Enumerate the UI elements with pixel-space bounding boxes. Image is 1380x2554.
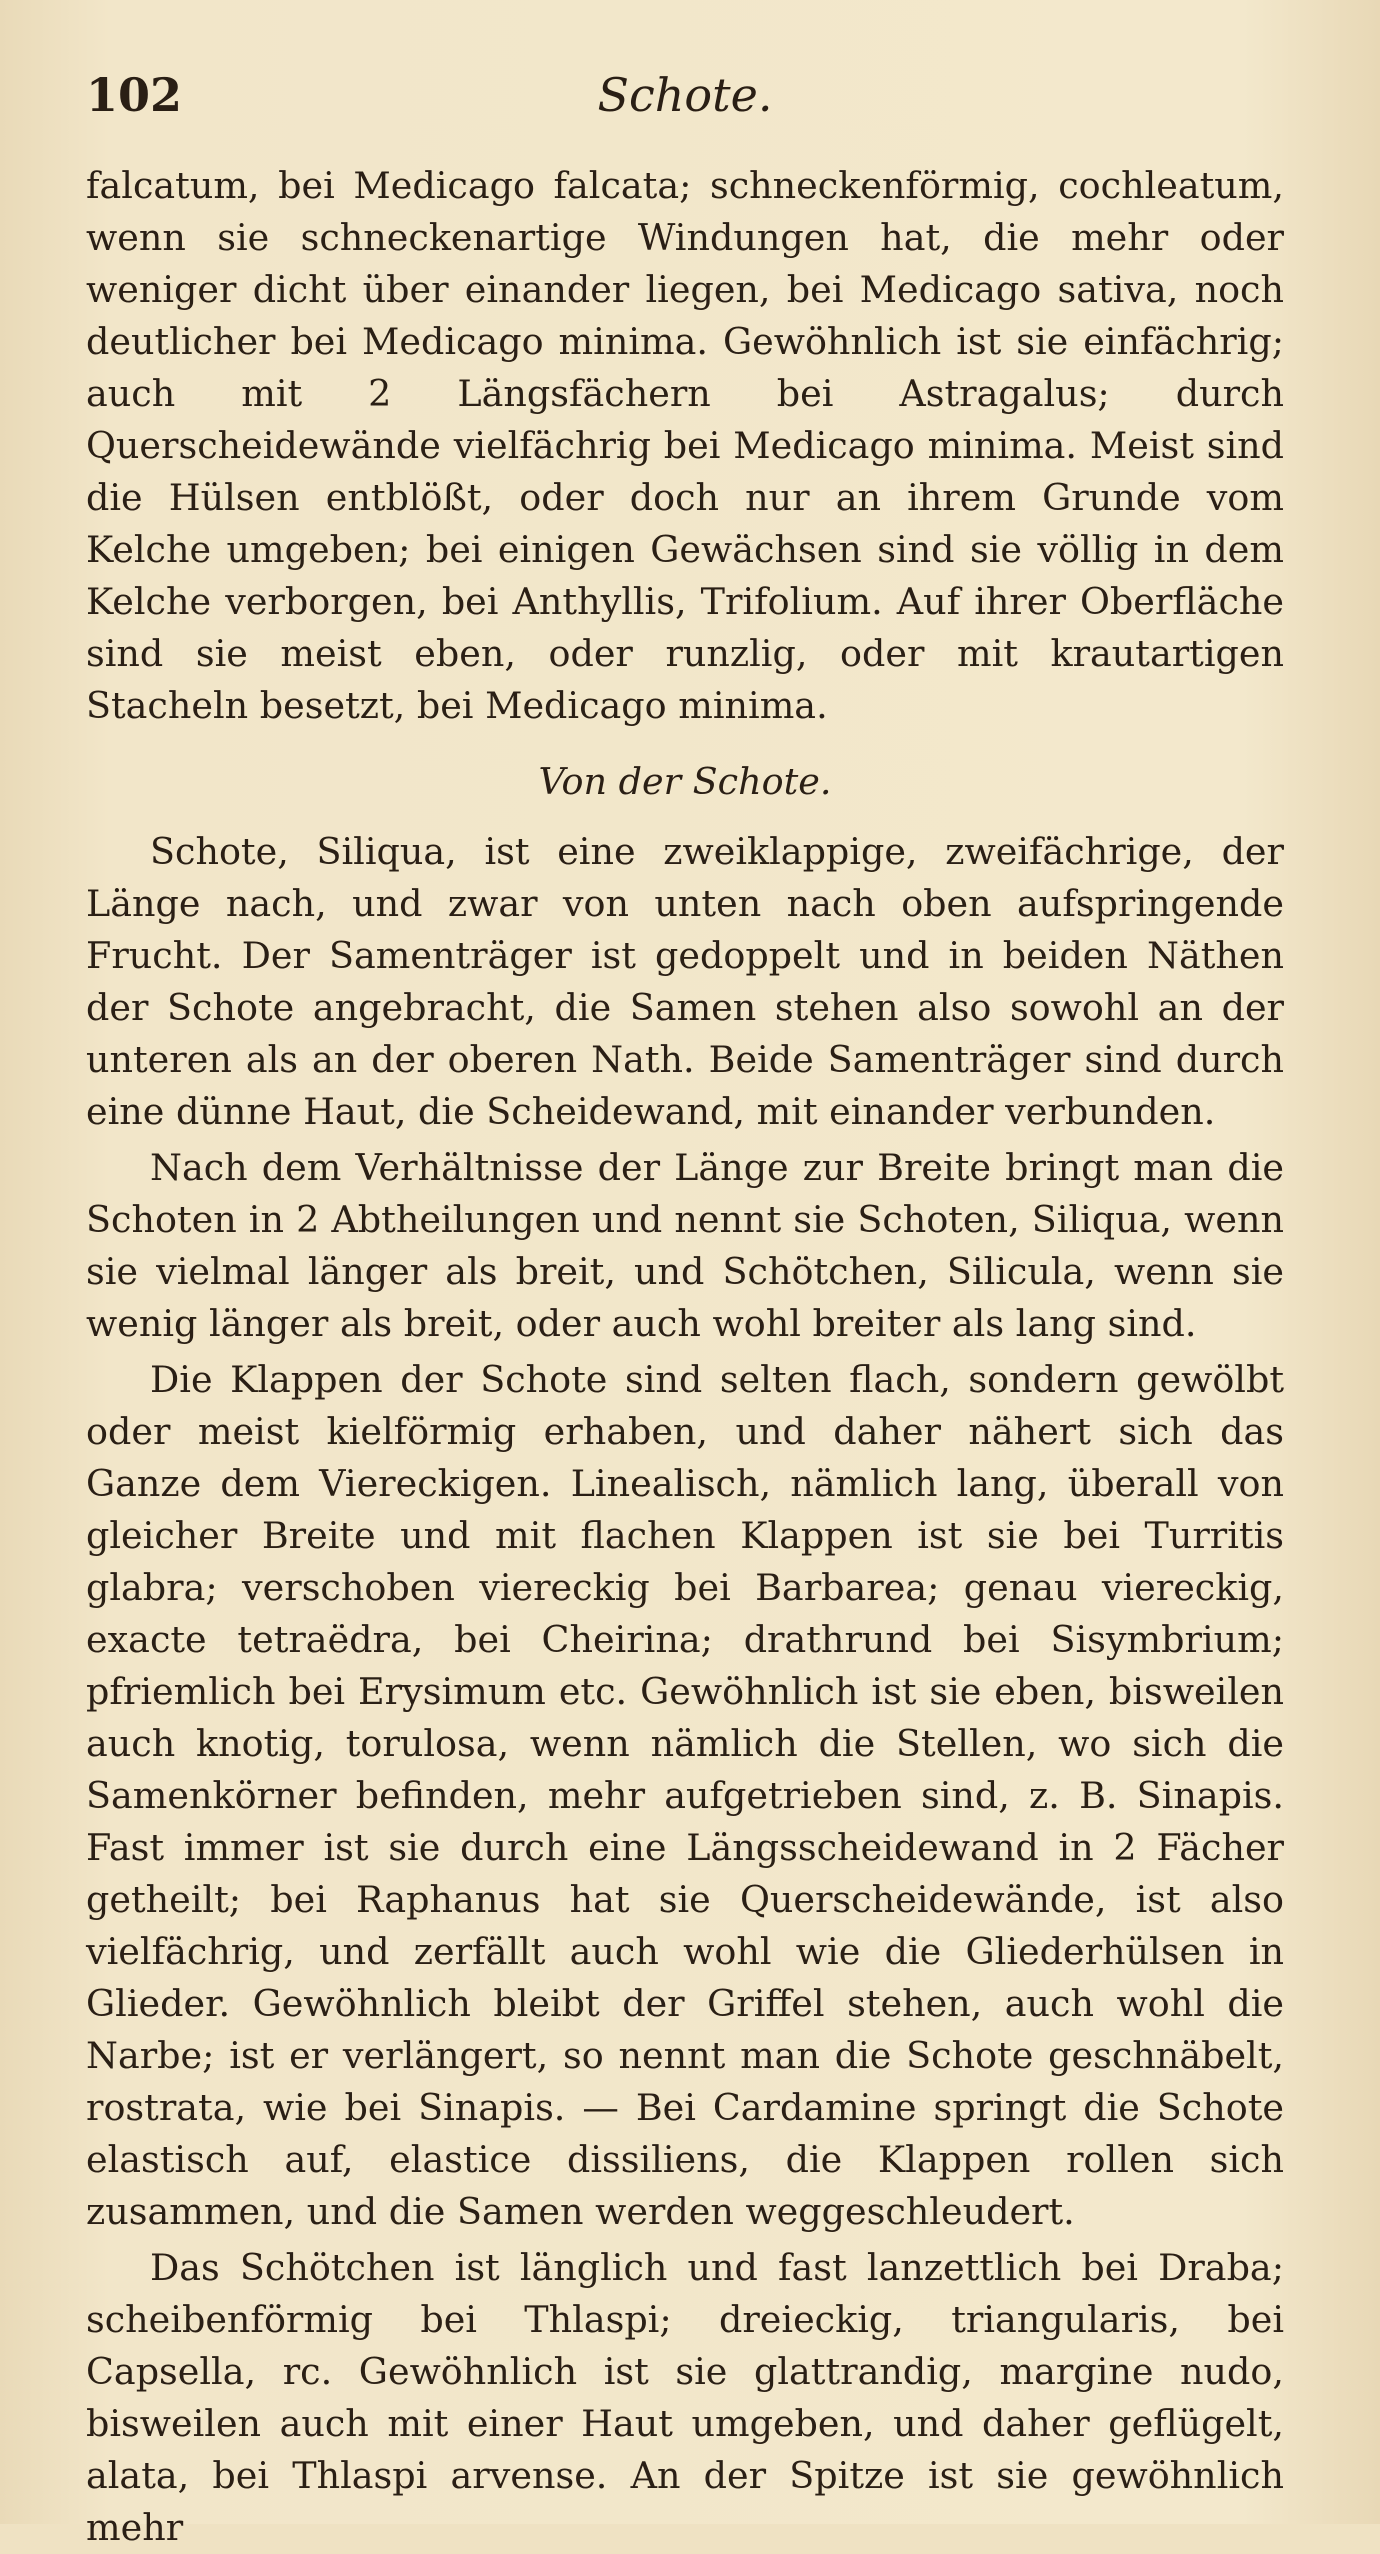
paragraph-continued: falcatum, bei Medicago falcata; schneckenförmig, cochleatum, wenn sie schneckenartige Windungen hat, die mehr oder weniger dicht über einander liegen, bei Medicago sativa, noch deutlicher bei Medicago minima. Gewöhnlich ist sie einfächrig; auch mit 2 Längsfächern bei Astragalus; durch Querscheidewände vielfächrig bei Medicago minima. Meist sind die Hülsen entblößt, oder doch nur an ihrem Grunde vom Kelche umgeben; bei einigen Gewächsen sind sie völlig in dem Kelche verborgen, bei Anthyllis, Trifolium. Auf ihrer Oberfläche sind sie meist eben, oder runzlig, oder mit krautartigen Stacheln besetzt, bei Medicago minima. — [86, 164, 1284, 727]
section-heading: Von der Schote. — [538, 760, 832, 803]
body-text — [86, 160, 1284, 2554]
paragraph: Schote, Siliqua, ist eine zweiklappige, zweifächrige, der Länge nach, und zwar von unten nach oben aufspringende Frucht. Der Samenträger ist gedoppelt und in beiden Näthen der Schote angebracht, die Samen stehen also sowohl an der unteren als an der oberen Nath. Beide Samenträger sind durch eine dünne Haut, die Scheidewand, mit einander verbunden. — [86, 830, 1284, 1133]
paragraph: Das Schötchen ist länglich und fast lanzettlich bei Draba; scheibenförmig bei Thlaspi; dreieckig, triangularis, bei Capsella, rc. Gewöhnlich ist sie glattrandig, margine nudo, bisweilen auch mit einer Haut umgeben, und daher geflügelt, alata, bei Thlaspi arvense. An der Spitze ist sie gewöhnlich mehr — [86, 2246, 1284, 2549]
page-number: 102 — [86, 68, 183, 122]
running-head: Schote. — [597, 68, 773, 122]
paragraph: Nach dem Verhältnisse der Länge zur Breite bringt man die Schoten in 2 Abtheilungen und nennt sie Schoten, Siliqua, wenn sie vielmal länger als breit, und Schötchen, Silicula, wenn sie wenig länger als breit, oder auch wohl breiter als lang sind. — [86, 1146, 1284, 1345]
page-header — [86, 68, 1284, 128]
paragraph: Die Klappen der Schote sind selten flach, sondern gewölbt oder meist kielförmig erhaben, und daher nähert sich das Ganze dem Viereckigen. Linealisch, nämlich lang, überall von gleicher Breite und mit flachen Klappen ist sie bei Turritis glabra; verschoben viereckig bei Barbarea; genau viereckig, exacte tetraëdra, bei Cheirina; drathrund bei Sisymbrium; pfriemlich bei Erysimum etc. Gewöhnlich ist sie eben, bisweilen auch knotig, torulosa, wenn nämlich die Stellen, wo sich die Samenkörner befinden, mehr aufgetrieben sind, z. B. Sinapis. Fast immer ist sie durch eine Längsscheidewand in 2 Fächer getheilt; bei Raphanus hat sie Querscheidewände, ist also vielfächrig, und zerfällt auch wohl wie die Gliederhülsen in Glieder. Gewöhnlich bleibt der Griffel stehen, auch wohl die Narbe; ist er verlängert, so nennt man die Schote geschnäbelt, rostrata, wie bei Sinapis. — Bei Cardamine springt die Schote elastisch auf, elastice dissiliens, die Klappen rollen sich zusammen, und die Samen werden weggeschleudert. — [86, 1358, 1284, 2233]
